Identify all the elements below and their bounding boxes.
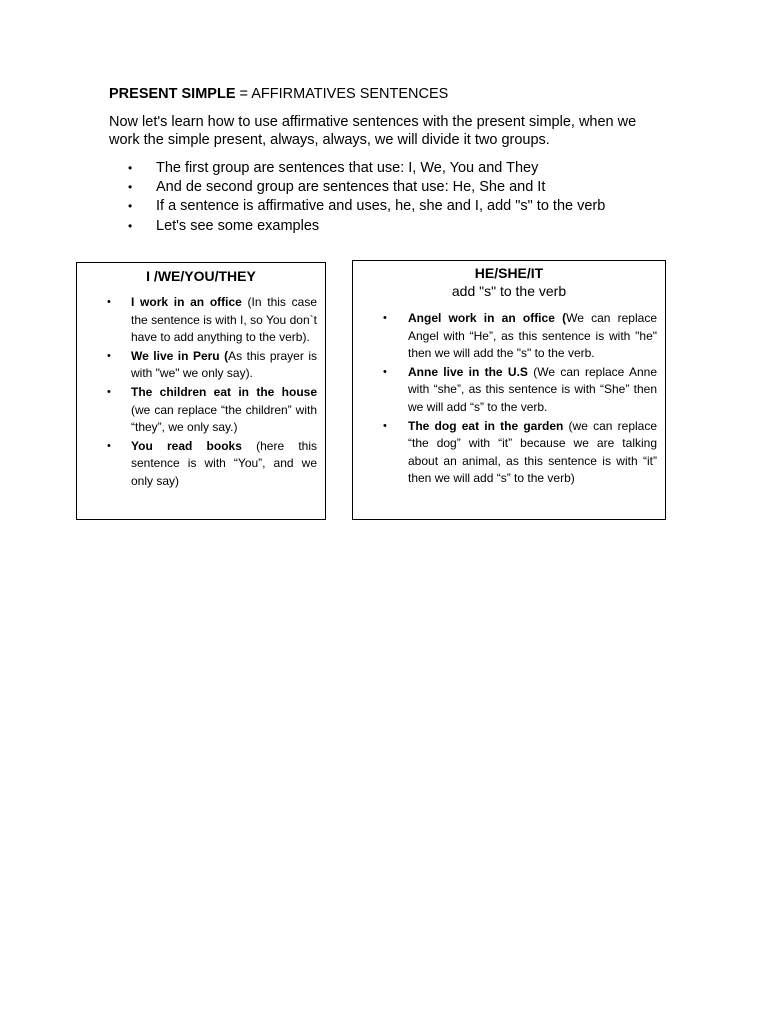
bullet-icon: •: [107, 349, 111, 362]
intro-paragraph: Now let's learn how to use affirmative sentences with the present simple, when we work the simple present, always, always, we will divide it two groups.: [109, 114, 637, 148]
he-she-it-box: [352, 260, 666, 520]
page-title: [109, 85, 448, 103]
example-item: • Anne live in the U.S (We can replace Anne with “she”, as this sentence is with “She” then we will add “s” to the verb.: [383, 364, 657, 414]
bullet-icon: •: [128, 161, 133, 175]
box-title: HE/SHE/IT: [474, 265, 544, 281]
bullet-icon: •: [107, 385, 111, 398]
title-bold: PRESENT SIMPLE: [109, 86, 236, 102]
bullet-icon: •: [383, 419, 387, 432]
example-item: • Angel work in an office (We can replace Angel with “He”, as this sentence is with "he" then we will add the "s" to the verb.: [383, 311, 657, 361]
example-item: • You read books (here this sentence is with “You”, and we only say): [107, 438, 317, 488]
bullet-icon: •: [107, 439, 111, 452]
example-item: • The children eat in the house (we can replace “the children” with “they”, we only say.): [107, 384, 317, 435]
title-rest: = AFFIRMATIVES SENTENCES: [235, 86, 449, 102]
example-list: [353, 310, 665, 488]
bullet-icon: •: [128, 218, 133, 233]
bullet-icon: •: [128, 199, 133, 214]
rules-list: [128, 159, 668, 236]
list-item: • And de second group are sentences that use: He, She and It: [128, 178, 668, 197]
box-subtitle: add "s" to the verb: [451, 283, 567, 299]
example-item: • I work in an office (In this case the sentence is with I, so You don`t have to add anything to the verb).: [107, 295, 317, 345]
bullet-icon: •: [128, 180, 133, 195]
bullet-icon: •: [383, 365, 387, 378]
list-item: • The first group are sentences that use: I, We, You and They: [128, 159, 668, 178]
i-we-you-they-box: [76, 262, 326, 520]
example-item: • We live in Peru (As this prayer is with "we" we only say).: [107, 348, 317, 381]
list-item: • If a sentence is affirmative and uses, he, she and I, add "s" to the verb: [128, 197, 668, 216]
bullet-icon: •: [383, 312, 387, 324]
example-list: [77, 294, 325, 491]
box-title: I /WE/YOU/THEY: [146, 268, 256, 284]
bullet-icon: •: [107, 296, 111, 308]
list-item: • Let's see some examples: [128, 217, 668, 236]
example-item: • The dog eat in the garden (we can replace “the dog” with “it” because we are talking about an animal, as this sentence is with “it” then we will add “s” to the verb): [383, 418, 658, 486]
